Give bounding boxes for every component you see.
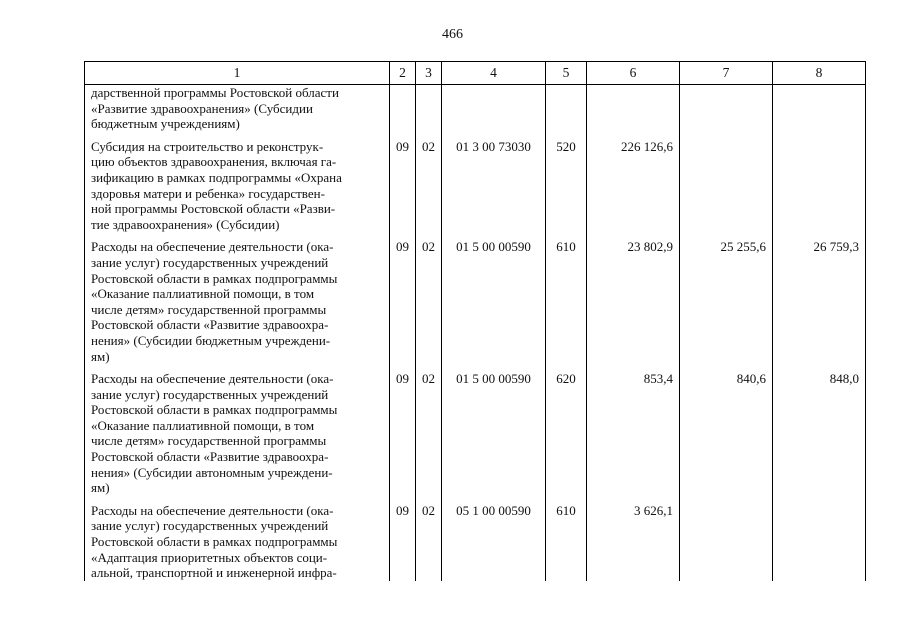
description-line: ям): [91, 480, 110, 496]
description-line: ям): [91, 348, 110, 364]
column-header: 7: [680, 62, 773, 85]
page-number: 466: [442, 27, 463, 42]
target-article-code: 01 3 00 73030: [442, 132, 546, 233]
target-article-code: 01 5 00 00590: [442, 232, 546, 364]
description-line: ной программы Ростовской области «Разви-: [91, 201, 336, 217]
description-line: Ростовской области «Развитие здравоохра-: [91, 317, 329, 333]
subsection-code: 02: [416, 232, 442, 364]
description-line: зание услуг) государственных учреждений: [91, 254, 329, 270]
amount-year-1: 3 626,1: [587, 496, 680, 581]
description-line: нения» (Субсидии бюджетным учреждени-: [91, 332, 331, 348]
amount-year-1: 226 126,6: [587, 132, 680, 233]
description-line: бюджетным учреждениям): [91, 116, 240, 132]
row-description: [85, 132, 390, 233]
amount-year-3: [773, 496, 866, 581]
description-line: Ростовской области в рамках подпрограммы: [91, 534, 338, 550]
description-line: Субсидия на строительство и реконструк-: [91, 138, 324, 154]
column-header: 3: [416, 62, 442, 85]
table-body: [85, 85, 866, 581]
expense-type-code: 620: [546, 364, 587, 496]
amount-year-3: 26 759,3: [773, 232, 866, 364]
subsection-code: 02: [416, 496, 442, 581]
description-line: дарственной программы Ростовской области: [91, 85, 339, 100]
description-line: «Оказание паллиативной помощи, в том: [91, 417, 315, 433]
table-row: [85, 232, 866, 364]
expense-type-code: 610: [546, 496, 587, 581]
table-row: [85, 364, 866, 496]
amount-year-2: [680, 85, 773, 132]
table-row: [85, 496, 866, 581]
row-description: [85, 496, 390, 581]
column-header: 2: [390, 62, 416, 85]
description-line: Расходы на обеспечение деятельности (ока-: [91, 239, 334, 255]
section-code: 09: [390, 496, 416, 581]
description-line: «Адаптация приоритетных объектов соци-: [91, 549, 328, 565]
target-article-code: 05 1 00 00590: [442, 496, 546, 581]
description-line: нения» (Субсидии автономным учреждени-: [91, 464, 333, 480]
amount-year-2: 25 255,6: [680, 232, 773, 364]
description-line: Ростовской области «Развитие здравоохра-: [91, 449, 329, 465]
description-line: зание услуг) государственных учреждений: [91, 386, 329, 402]
section-code: 09: [390, 364, 416, 496]
column-header: 1: [85, 62, 390, 85]
amount-year-2: [680, 496, 773, 581]
expense-type-code: 610: [546, 232, 587, 364]
subsection-code: 02: [416, 364, 442, 496]
column-header: 4: [442, 62, 546, 85]
target-article-code: 01 5 00 00590: [442, 364, 546, 496]
expense-type-code: 520: [546, 132, 587, 233]
column-header: 5: [546, 62, 587, 85]
description-line: альной, транспортной и инженерной инфра-: [91, 565, 337, 581]
description-line: здоровья матери и ребенка» государствен-: [91, 185, 325, 201]
amount-year-1: [587, 85, 680, 132]
subsection-code: [416, 85, 442, 132]
amount-year-3: [773, 85, 866, 132]
table-row: [85, 132, 866, 233]
table-header-row: [85, 62, 866, 85]
amount-year-1: 853,4: [587, 364, 680, 496]
amount-year-3: [773, 132, 866, 233]
description-line: числе детям» государственной программы: [91, 433, 327, 449]
description-line: Ростовской области в рамках подпрограммы: [91, 402, 338, 418]
description-line: зание услуг) государственных учреждений: [91, 518, 329, 534]
amount-year-2: [680, 132, 773, 233]
description-line: Ростовской области в рамках подпрограммы: [91, 270, 338, 286]
row-description: [85, 85, 390, 132]
expense-type-code: [546, 85, 587, 132]
row-description: [85, 364, 390, 496]
section-code: [390, 85, 416, 132]
description-line: «Оказание паллиативной помощи, в том: [91, 286, 315, 302]
column-header: 6: [587, 62, 680, 85]
description-line: числе детям» государственной программы: [91, 301, 327, 317]
target-article-code: [442, 85, 546, 132]
description-line: тие здравоохранения» (Субсидии): [91, 216, 280, 232]
row-description: [85, 232, 390, 364]
description-line: «Развитие здравоохранения» (Субсидии: [91, 100, 313, 116]
description-line: зификацию в рамках подпрограммы «Охрана: [91, 169, 342, 185]
section-code: 09: [390, 132, 416, 233]
amount-year-3: 848,0: [773, 364, 866, 496]
description-line: Расходы на обеспечение деятельности (ока-: [91, 371, 334, 387]
subsection-code: 02: [416, 132, 442, 233]
amount-year-2: 840,6: [680, 364, 773, 496]
section-code: 09: [390, 232, 416, 364]
budget-table: [84, 61, 866, 581]
description-line: цию объектов здравоохранения, включая га-: [91, 154, 337, 170]
description-line: Расходы на обеспечение деятельности (ока-: [91, 502, 334, 518]
column-header: 8: [773, 62, 866, 85]
amount-year-1: 23 802,9: [587, 232, 680, 364]
table-row: [85, 85, 866, 132]
